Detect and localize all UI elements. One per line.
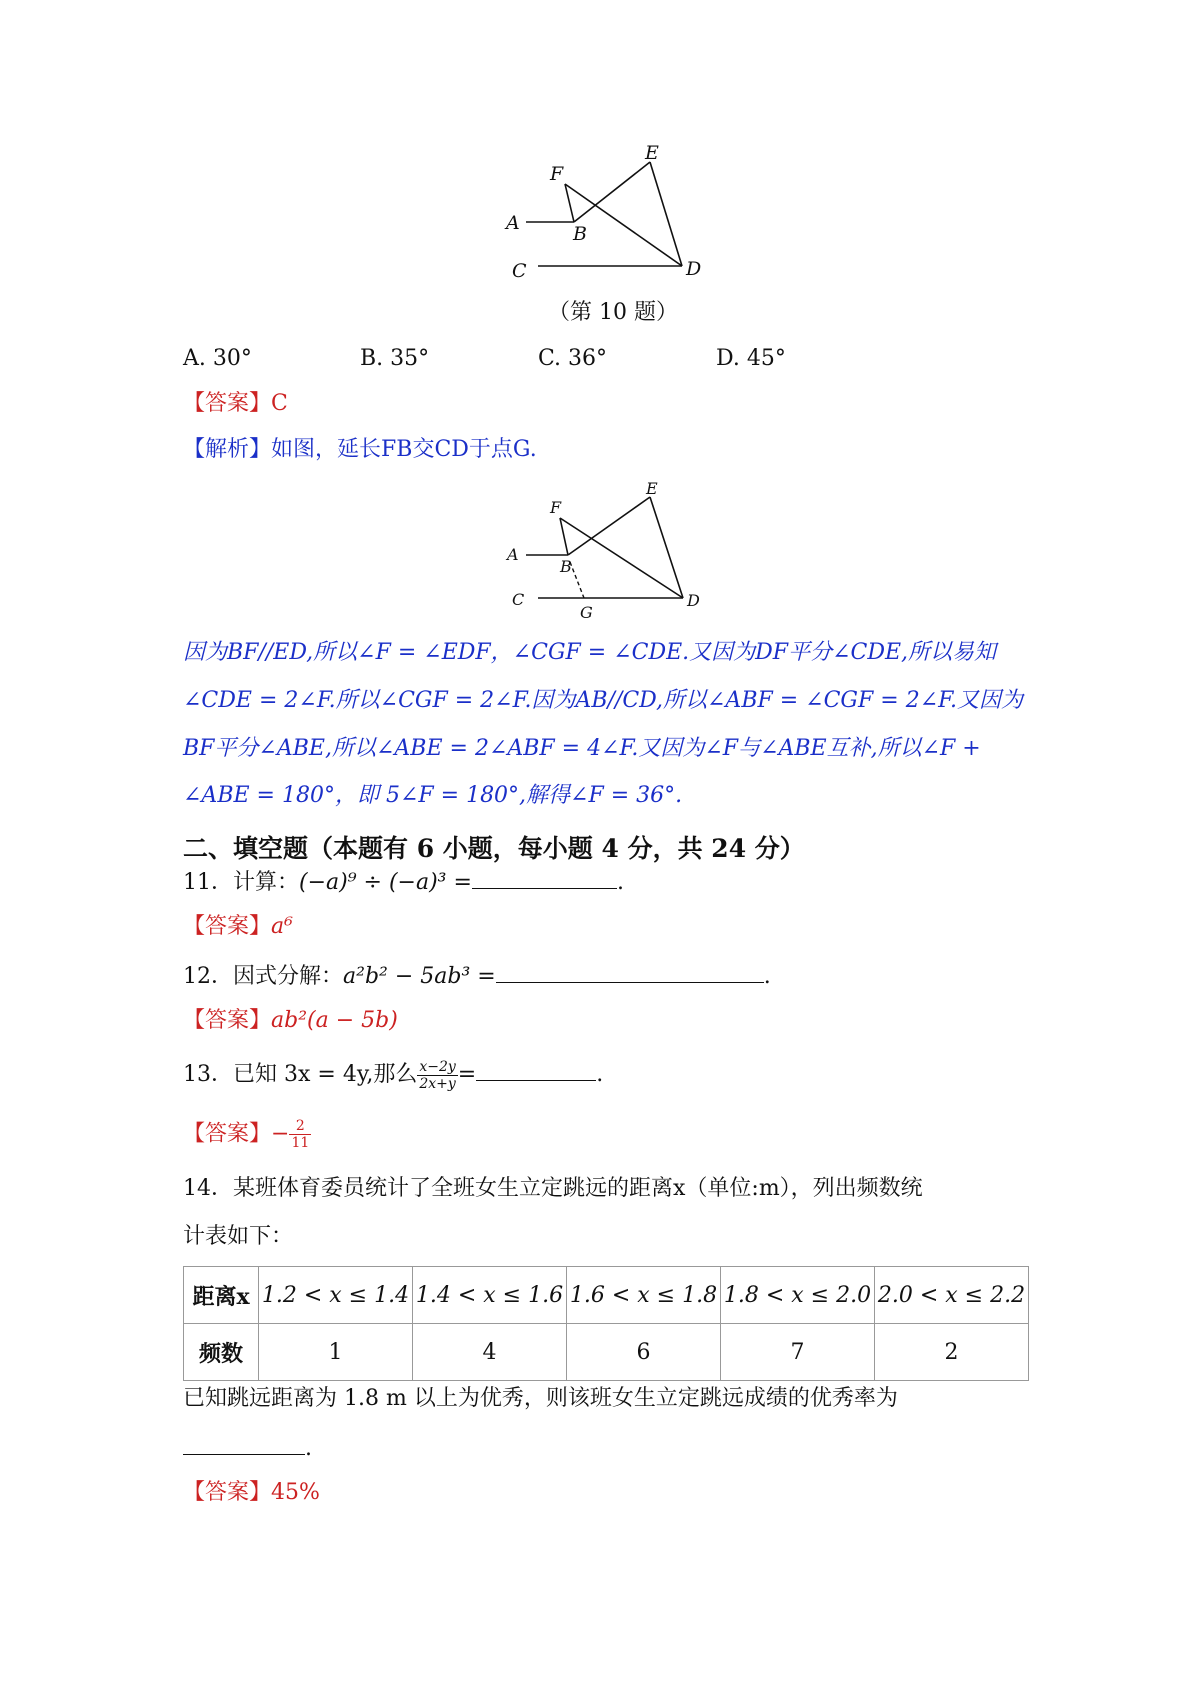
label-c: C: [512, 260, 527, 282]
question-number: 12．: [183, 964, 233, 989]
question-11: [183, 866, 624, 898]
answer-fraction: [289, 1118, 311, 1151]
segment-ed: [650, 497, 683, 598]
table-cell: 6: [567, 1324, 721, 1381]
answer-blank: [183, 1432, 305, 1455]
question-stem: 某班体育委员统计了全班女生立定跳远的距离x（单位:m），列出频数统: [233, 1176, 923, 1201]
answer-label: 【答案】: [183, 1008, 272, 1033]
question-14-blank-line: [183, 1432, 312, 1464]
label-d: D: [687, 591, 700, 610]
answer-label: 【答案】: [183, 391, 272, 416]
equals-sign: =: [457, 1062, 477, 1087]
q13-answer: [183, 1118, 311, 1151]
label-b: B: [573, 223, 587, 245]
segment-be: [574, 162, 650, 222]
answer-label: 【答案】: [183, 1121, 272, 1147]
question-number: 11．: [183, 870, 233, 895]
option-a: A. 30°: [183, 346, 252, 371]
q14-answer: [183, 1478, 320, 1508]
question-end: .: [763, 964, 771, 989]
analysis-line-3: BF平分∠ABE,所以∠ABE = 2∠ABF = 4∠F.又因为∠F与∠ABE互补,所以∠F +: [183, 736, 981, 761]
option-b: B. 35°: [360, 346, 430, 371]
answer-denominator: 11: [291, 1135, 310, 1151]
analysis-line-1: 因为BF//ED,所以∠F = ∠EDF，∠CGF = ∠CDE.又因为DF平分∠CDE,所以易知: [183, 640, 997, 665]
analysis-line-4: ∠ABE = 180°，即 5∠F = 180°,解得∠F = 36°.: [183, 783, 683, 808]
question-13: [183, 1058, 603, 1092]
table-cell: 1: [259, 1324, 413, 1381]
segment-fb: [560, 518, 568, 555]
figure-caption: （第 10 题）: [548, 300, 678, 325]
label-f: F: [550, 163, 564, 185]
label-a: A: [507, 545, 519, 564]
table-cell: 4: [413, 1324, 567, 1381]
question-expression: a²b² − 5ab³ =: [343, 964, 496, 989]
table-cell: 1.6 < x ≤ 1.8: [567, 1267, 721, 1324]
question-stem: 已知 3x = 4y,那么: [233, 1062, 418, 1087]
answer-sign: −: [271, 1121, 290, 1147]
answer-blank: [476, 1058, 596, 1081]
question-end: .: [596, 1062, 604, 1087]
table-row: [184, 1324, 1029, 1381]
label-e: E: [645, 142, 659, 164]
figure-q10-analysis: [500, 480, 730, 625]
answer-label: 【答案】: [183, 914, 272, 939]
label-e: E: [646, 480, 658, 498]
table-cell: 2: [875, 1324, 1029, 1381]
question-number: 14．: [183, 1176, 233, 1201]
table-cell: 2.0 < x ≤ 2.2: [875, 1267, 1029, 1324]
question-stem: 因式分解：: [233, 964, 344, 989]
answer-label: 【答案】: [183, 1480, 272, 1505]
option-d: D. 45°: [716, 346, 786, 371]
question-number: 13．: [183, 1062, 233, 1087]
question-14-follow: 已知跳远距离为 1.8 m 以上为优秀，则该班女生立定跳远成绩的优秀率为: [183, 1386, 898, 1411]
answer-value: C: [271, 391, 288, 416]
analysis-label: 【解析】: [183, 437, 272, 462]
analysis-intro-text: 如图，延长FB交CD于点G.: [271, 437, 537, 462]
answer-numerator: 2: [289, 1118, 311, 1135]
answer-value: ab²(a − 5b): [271, 1008, 398, 1033]
answer-blank: [496, 960, 764, 983]
frequency-table: [183, 1266, 1029, 1381]
answer-value: 45%: [271, 1480, 320, 1505]
label-g: G: [580, 603, 593, 622]
label-b: B: [560, 557, 572, 576]
segment-ed: [650, 162, 682, 266]
segment-be: [568, 497, 650, 555]
answer-value: a⁶: [271, 914, 293, 939]
question-end: .: [305, 1436, 312, 1461]
answer-blank: [472, 866, 617, 889]
label-a: A: [506, 212, 520, 234]
question-14-line-1: [183, 1174, 923, 1204]
analysis-line-2: ∠CDE = 2∠F.所以∠CGF = 2∠F.因为AB//CD,所以∠ABF = ∠CGF = 2∠F.又因为: [183, 688, 1023, 713]
label-d: D: [686, 258, 702, 280]
question-expression: (−a)⁹ ÷ (−a)³ =: [299, 870, 472, 895]
table-cell: 1.4 < x ≤ 1.6: [413, 1267, 567, 1324]
label-c: C: [512, 590, 525, 609]
figure-q10: [500, 140, 730, 290]
label-f: F: [550, 498, 562, 517]
table-cell: 1.8 < x ≤ 2.0: [721, 1267, 875, 1324]
segment-bg-dashed: [570, 562, 584, 598]
question-end: .: [616, 870, 624, 895]
q11-answer: [183, 912, 293, 942]
table-row: [184, 1267, 1029, 1324]
table-cell: 1.2 < x ≤ 1.4: [259, 1267, 413, 1324]
fraction-denominator: 2x+y: [419, 1075, 456, 1092]
table-header-frequency: 频数: [184, 1324, 259, 1381]
fraction-numerator: x−2y: [419, 1058, 456, 1075]
fraction: [417, 1059, 457, 1092]
table-cell: 7: [721, 1324, 875, 1381]
segment-fd: [560, 518, 683, 598]
question-14-line-2: 计表如下：: [183, 1224, 294, 1249]
question-stem: 计算：: [233, 870, 300, 895]
q10-analysis-intro: [183, 435, 537, 465]
option-c: C. 36°: [538, 346, 608, 371]
q10-answer: [183, 389, 288, 419]
question-12: [183, 960, 771, 992]
q12-answer: [183, 1006, 398, 1036]
section-title: 二、填空题（本题有 6 小题，每小题 4 分，共 24 分）: [183, 834, 805, 863]
table-header-distance: 距离x: [184, 1267, 259, 1324]
